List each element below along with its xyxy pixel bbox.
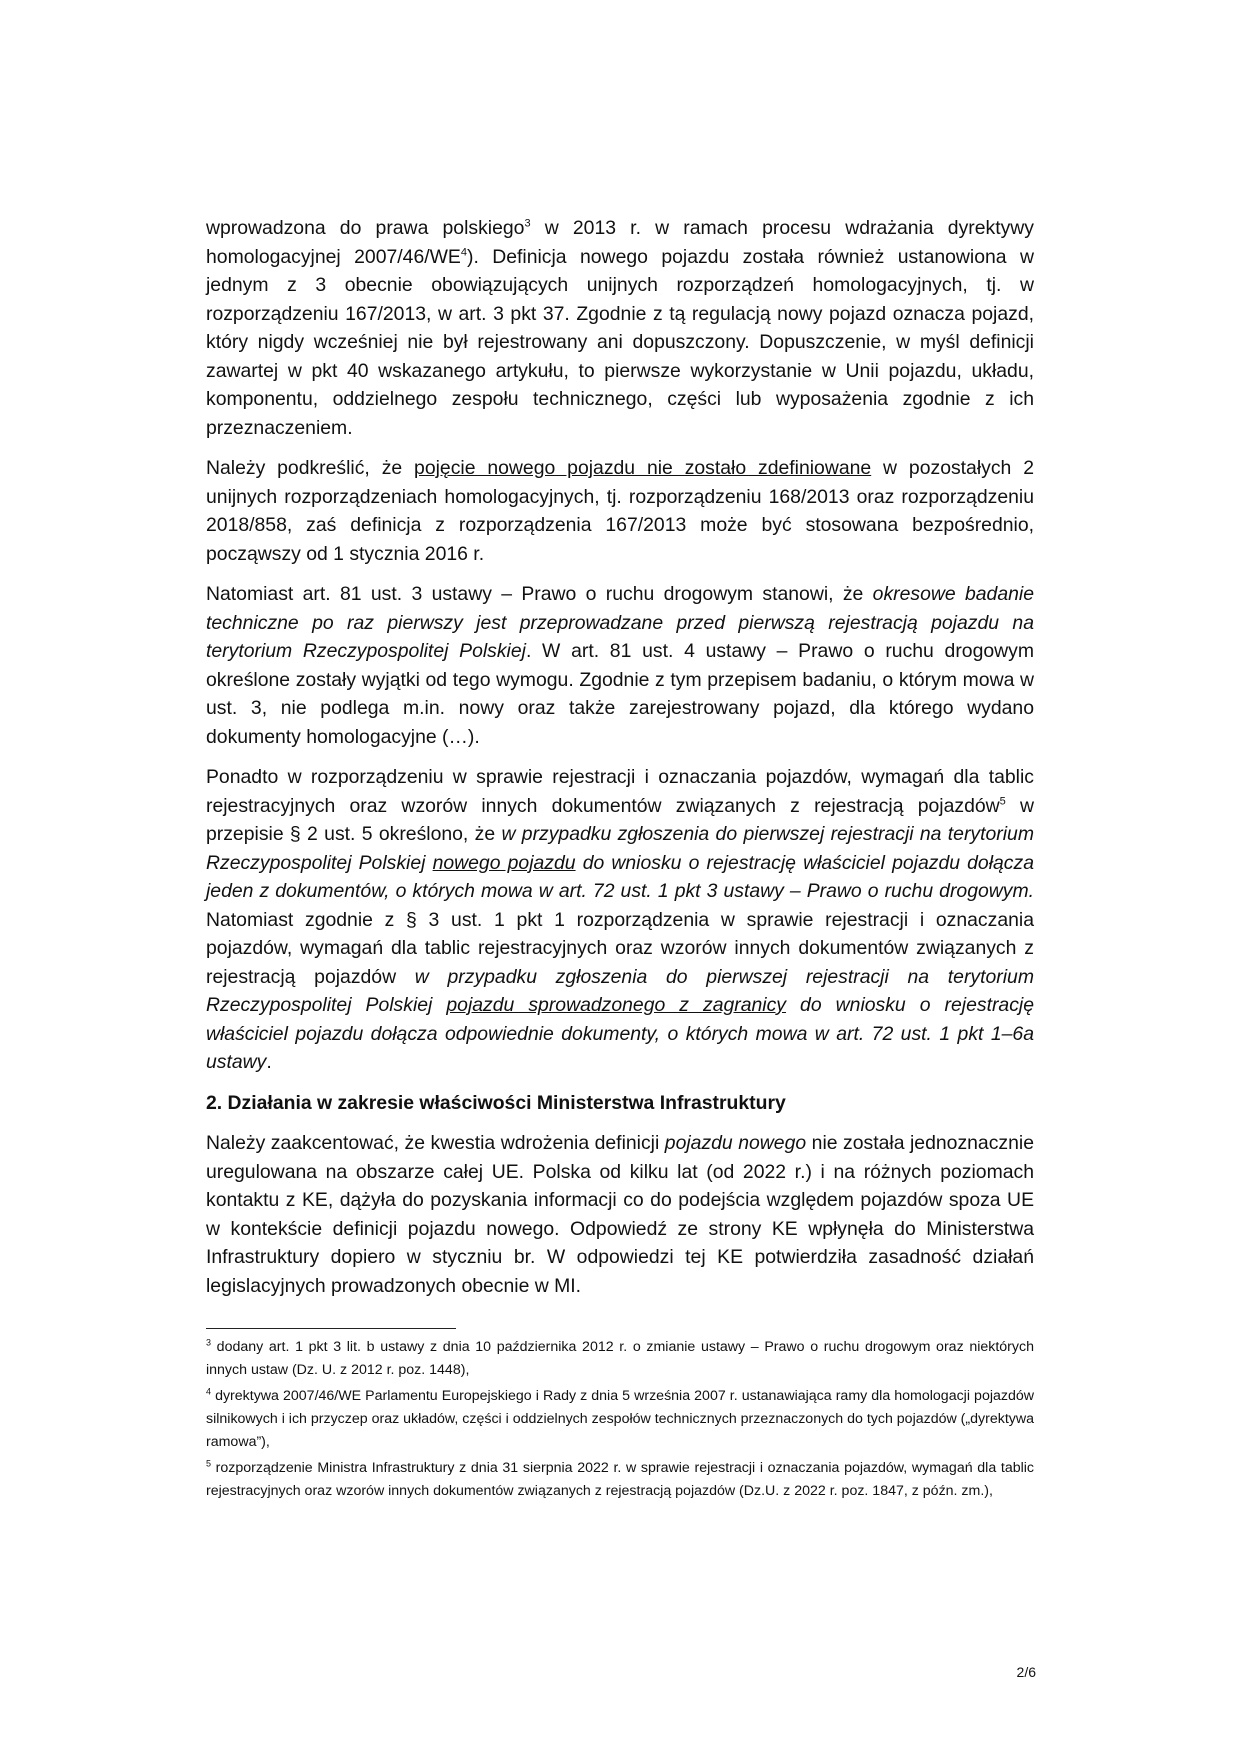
paragraph-3 (206, 580, 1034, 751)
underlined-text: pojęcie nowego pojazdu nie zostało zdefiniowane (414, 457, 872, 479)
page-number: 2/6 (1016, 1664, 1036, 1680)
footnote-ref-3[interactable]: 3 (524, 217, 531, 230)
text-run: Należy podkreślić, że (206, 457, 415, 479)
text-run: w przepisie § 2 ust. 5 określono, że (206, 794, 1034, 845)
text-run: w 2013 r. w ramach procesu wdrażania dyrektywy homologacyjnej 2007/46/WE (206, 217, 1034, 268)
footnote-text: rozporządzenie Ministra Infrastruktury z dnia 31 sierpnia 2022 r. w sprawie rejestracji i oznaczania pojazdów, wymagań dla tablic rejestracyjnych oraz wzorów innych dokumentów związanych z rejestracją pojazdów (Dz.U. z 2022 r. poz. 1847, z późn. zm.), (206, 1460, 1034, 1499)
text-run: w pozostałych 2 unijnych rozporządzeniach homologacyjnych, tj. rozporządzeniu 168/2013 oraz rozporządzeniu 2018/858, zaś definicja z rozporządzenia 167/2013 może być stosowana bezpośrednio, począwszy od 1 stycznia 2016 r. (206, 457, 1034, 565)
text-run: Natomiast zgodnie z § 3 ust. 1 pkt 1 rozporządzenia w sprawie rejestracji i oznaczania pojazdów, wymagań dla tablic rejestracyjnych oraz wzorów innych dokumentów związanych z rejestracją pojazdów (206, 908, 1034, 988)
italic-underlined-text: nowego pojazdu (432, 851, 576, 874)
paragraph-1 (206, 214, 1034, 442)
footnote-ref-4[interactable]: 4 (460, 246, 467, 259)
document-body (206, 214, 1034, 1312)
footnote-number: 5 (206, 1458, 212, 1469)
italic-term: pojazdu nowego (664, 1132, 807, 1154)
footnote-separator (206, 1328, 456, 1329)
text-run: nie została jednoznacznie uregulowana na obszarze całej UE. Polska od kilku lat (od 2022 r.) i na różnych poziomach kontaktu z KE, dążyła do pozyskania informacji co do podejścia względem pojazdów spoza UE w kontekście definicji pojazdu nowego. Odpowiedź ze strony KE wpłynęła do Ministerstwa Infrastruktury dopiero w styczniu br. W odpowiedzi tej KE potwierdziła zasadność działań legislacyjnych prowadzonych obecnie w MI. (206, 1132, 1034, 1297)
footnote-5 (206, 1457, 1034, 1503)
italic-quote: w przypadku zgłoszenia do pierwszej rejestracji na terytorium Rzeczypospolitej Polskiej (206, 823, 1034, 874)
text-run: . W art. 81 ust. 4 ustawy – Prawo o ruchu drogowym określone zostały wyjątki od tego wymogu. Zgodnie z tym przepisem badaniu, o którym mowa w ust. 3, nie podlega m.in. nowy oraz także zarejestrowany pojazd, dla którego wydano dokumenty homologacyjne (…). (206, 640, 1034, 748)
italic-quote: w przypadku zgłoszenia do pierwszej rejestracji na terytorium Rzeczypospolitej Polskiej (206, 965, 1034, 1016)
italic-quote: do wniosku o rejestrację właściciel pojazdu dołącza odpowiednie dokumenty, o których mowa w art. 72 ust. 1 pkt 1–6a ustawy (206, 994, 1035, 1073)
footnote-3 (206, 1336, 1034, 1382)
italic-quote: do wniosku o rejestrację właściciel pojazdu dołącza jeden z dokumentów, o których mowa w art. 72 ust. 1 pkt 3 ustawy – Prawo o ruchu drogowym. (206, 851, 1034, 902)
italic-quote: okresowe badanie techniczne po raz pierwszy jest przeprowadzane przed pierwszą rejestracją pojazdu na terytorium Rzeczypospolitej Polskiej (206, 583, 1035, 662)
footnote-text: dodany art. 1 pkt 3 lit. b ustawy z dnia 10 października 2012 r. o zmianie ustawy – Prawo o ruchu drogowym oraz niektórych innych ustaw (Dz. U. z 2012 r. poz. 1448), (206, 1339, 1034, 1378)
text-run: Ponadto w rozporządzeniu w sprawie rejestracji i oznaczania pojazdów, wymagań dla tablic rejestracyjnych oraz wzorów innych dokumentów związanych z rejestracją pojazdów (206, 766, 1034, 817)
paragraph-5 (206, 1129, 1034, 1300)
section-heading: 2. Działania w zakresie właściwości Ministerstwa Infrastruktury (206, 1091, 786, 1114)
text-run: ). Definicja nowego pojazdu została również ustanowiona w jednym z 3 obecnie obowiązujących unijnych rozporządzeń homologacyjnych, tj. w rozporządzeniu 167/2013, w art. 3 pkt 37. Zgodnie z tą regulacją nowy pojazd oznacza pojazd, który nigdy wcześniej nie był rejestrowany ani dopuszczony. Dopuszczenie, w myśl definicji zawartej w pkt 40 wskazanego artykułu, to pierwsze wykorzystanie w Unii pojazdu, układu, komponentu, oddzielnego zespołu technicznego, części lub wyposażenia zgodnie z ich przeznaczeniem. (206, 245, 1034, 439)
footnote-4 (206, 1385, 1034, 1454)
italic-underlined-text: pojazdu sprowadzonego z zagranicy (446, 994, 787, 1016)
text-run: Natomiast art. 81 ust. 3 ustawy – Prawo o ruchu drogowym stanowi, że (206, 583, 873, 605)
footnote-text: dyrektywa 2007/46/WE Parlamentu Europejskiego i Rady z dnia 5 września 2007 r. ustanawiająca ramy dla homologacji pojazdów silnikowych i ich przyczep oraz układów, części i oddzielnych zespołów technicznych przeznaczonych do tych pojazdów („dyrektywa ramowa”), (206, 1388, 1034, 1450)
text-run: . (266, 1051, 272, 1073)
text-run: wprowadzona do prawa polskiego (206, 217, 525, 239)
footnotes (206, 1336, 1034, 1506)
paragraph-2 (206, 454, 1034, 568)
paragraph-4 (206, 763, 1034, 1077)
footnote-ref-5[interactable]: 5 (999, 795, 1006, 808)
footnote-number: 3 (206, 1337, 212, 1348)
footnote-number: 4 (206, 1386, 212, 1397)
text-run: Należy zaakcentować, że kwestia wdrożenia definicji (206, 1132, 665, 1154)
